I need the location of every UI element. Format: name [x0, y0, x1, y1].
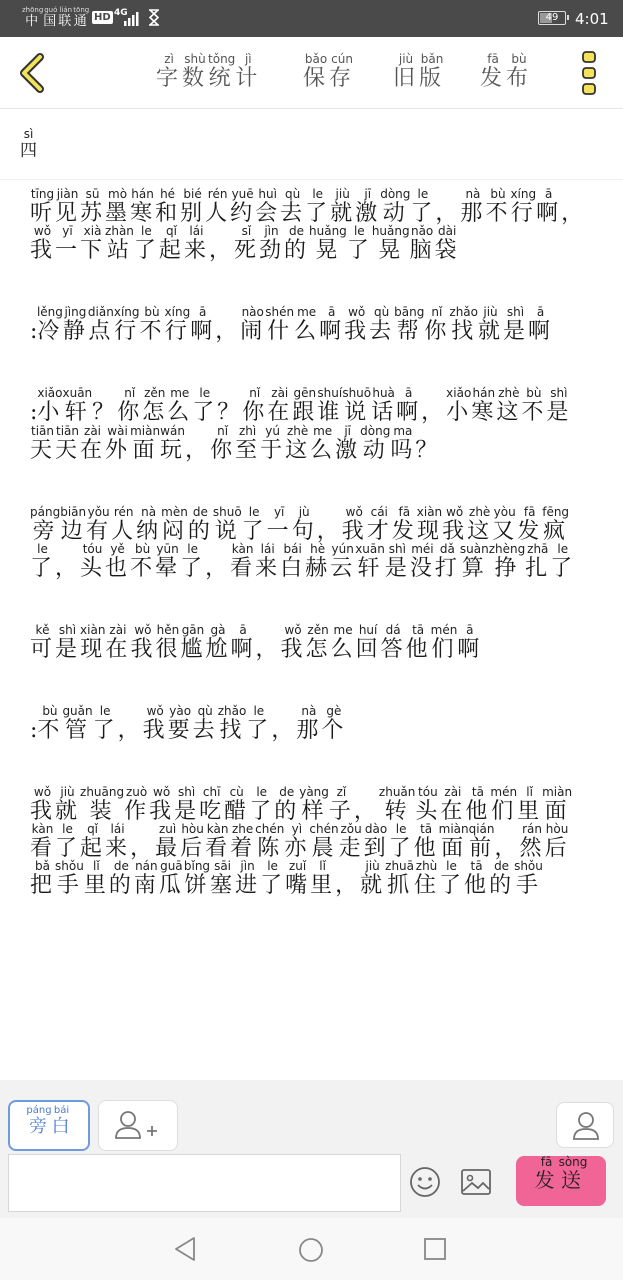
- story-char: 晃huǎng: [371, 224, 410, 263]
- message-composer: [0, 1080, 623, 1218]
- story-char: 来lái: [105, 822, 131, 861]
- dialogue-marker: :: [30, 319, 38, 344]
- story-char: 袋dài: [434, 224, 460, 263]
- story-char: 了le: [439, 859, 465, 898]
- story-paragraph[interactable]: [30, 705, 590, 749]
- story-char: 头tóu: [80, 542, 106, 581]
- story-char: 那nà: [296, 704, 322, 743]
- story-char: 我wǒ: [149, 785, 175, 824]
- nav-back-icon[interactable]: [172, 1236, 200, 1262]
- system-nav-bar: [0, 1218, 623, 1280]
- nav-home-icon[interactable]: [297, 1236, 325, 1264]
- story-char: 脑nǎo: [409, 224, 435, 263]
- story-char: 面miàn: [542, 785, 573, 824]
- story-char: 子zǐ: [328, 785, 354, 824]
- story-char: 答dá: [380, 623, 406, 662]
- story-char: ，: [130, 836, 156, 861]
- story-char: 的de: [187, 505, 213, 544]
- story-char: 了le: [346, 224, 372, 263]
- story-paragraph[interactable]: [30, 624, 590, 668]
- story-char: 着zhe: [230, 822, 256, 861]
- story-char: 他tā: [464, 859, 490, 898]
- story-char: 小xiǎo: [446, 386, 472, 425]
- story-char: 没méi: [409, 542, 435, 581]
- divider: [0, 179, 623, 180]
- story-char: 就jiù: [330, 187, 356, 226]
- story-char: 晃huǎng: [309, 224, 347, 263]
- story-char: 就jiù: [360, 859, 386, 898]
- story-char: 现xiàn: [416, 505, 443, 544]
- carrier-char: 通tōng: [73, 6, 90, 29]
- story-char: ，: [335, 873, 361, 898]
- story-char: 是shì: [384, 542, 410, 581]
- story-char: ，: [185, 438, 211, 463]
- story-char: 激jī: [355, 187, 381, 226]
- story-char: 的de: [284, 224, 310, 263]
- toolbar-label-char: 计jì: [235, 52, 262, 91]
- story-char: ，: [255, 637, 281, 662]
- story-char: 发fā: [517, 505, 543, 544]
- story-char: 我wǒ: [344, 305, 370, 344]
- story-char: 句jù: [291, 505, 317, 544]
- story-char: 我wǒ: [442, 505, 468, 544]
- narration-button[interactable]: [8, 1100, 90, 1151]
- story-char: 了le: [30, 542, 56, 581]
- story-char: 里lǐ: [83, 859, 109, 898]
- toolbar-label-char: 版bǎn: [419, 52, 446, 91]
- word-count-button[interactable]: [156, 53, 261, 92]
- story-char: 看kàn: [230, 542, 256, 581]
- story-char: 怎zěn: [142, 386, 168, 425]
- story-char: 去qù: [192, 704, 218, 743]
- story-char: 就jiù: [478, 305, 504, 344]
- story-char: 点diǎn: [87, 305, 114, 344]
- story-char: 抓zhuā: [385, 859, 415, 898]
- story-char: ，: [435, 201, 461, 226]
- story-char: 了le: [305, 187, 331, 226]
- toolbar-label-char: 旧jiù: [393, 52, 420, 91]
- story-char: 然rán: [519, 822, 545, 861]
- story-char: 们mén: [490, 785, 518, 824]
- story-char: 不bù: [485, 187, 511, 226]
- message-input[interactable]: [8, 1154, 401, 1212]
- story-char: 来lái: [255, 542, 281, 581]
- story-char: 这zhè: [285, 424, 311, 463]
- story-char: ？: [92, 400, 118, 425]
- story-paragraph[interactable]: [30, 387, 590, 469]
- story-char: 我wǒ: [280, 623, 306, 662]
- story-char: 最zuì: [155, 822, 181, 861]
- story-char: 怎zěn: [305, 623, 331, 662]
- story-char: 站zhàn: [105, 224, 134, 263]
- story-char: 说shuō: [342, 386, 372, 425]
- story-char: 听tīng: [30, 187, 56, 226]
- story-char: 塞sāi: [210, 859, 236, 898]
- story-char: 人rén: [205, 187, 231, 226]
- story-char: 冷lěng: [36, 305, 63, 344]
- story-char: 了le: [388, 822, 414, 861]
- story-char: 算suàn: [459, 542, 489, 581]
- story-char: 动dòng: [380, 187, 411, 226]
- hd-badge: HD: [94, 12, 111, 23]
- toolbar-label-char: 字zì: [156, 52, 183, 91]
- story-char: 行xíng: [113, 305, 140, 344]
- toolbar-label-char: 发fā: [480, 52, 507, 91]
- story-char: 谁shuí: [317, 386, 343, 425]
- story-char: ，: [55, 556, 81, 581]
- story-char: 你nǐ: [210, 424, 236, 463]
- carrier-char: 中zhōng: [22, 6, 44, 29]
- story-char: ，: [421, 400, 447, 425]
- story-char: 作zuò: [124, 785, 150, 824]
- story-char: 是shì: [503, 305, 529, 344]
- story-char: 一yī: [266, 505, 292, 544]
- story-char: 里lǐ: [310, 859, 336, 898]
- story-char: 了le: [249, 785, 275, 824]
- network-type: 4G: [114, 8, 128, 18]
- story-char: 你nǐ: [424, 305, 450, 344]
- story-char: 啊ā: [457, 623, 483, 662]
- nav-recent-icon[interactable]: [423, 1237, 447, 1261]
- story-char: 南nán: [133, 859, 159, 898]
- story-char: 住zhù: [414, 859, 440, 898]
- story-char: 扎zhā: [525, 542, 551, 581]
- story-content: [30, 188, 590, 941]
- story-char: 轩xuān: [62, 386, 93, 425]
- story-char: 有yǒu: [86, 505, 112, 544]
- toolbar-label-char: 统tǒng: [208, 52, 236, 91]
- story-char: 饼bǐng: [183, 859, 211, 898]
- narration-label-char: 白bái: [51, 1105, 72, 1137]
- story-char: 的de: [274, 785, 300, 824]
- story-char: 不bù: [521, 386, 547, 425]
- story-char: 的de: [108, 859, 134, 898]
- send-button[interactable]: [516, 1156, 606, 1206]
- story-char: 见jiàn: [55, 187, 81, 226]
- story-char: 了le: [550, 542, 576, 581]
- toolbar-label-char: 布bù: [506, 52, 533, 91]
- story-char: 在zài: [80, 424, 106, 463]
- story-char: 疯fēng: [542, 505, 570, 544]
- story-char: 闹nào: [240, 305, 266, 344]
- story-char: 纳nà: [136, 505, 162, 544]
- story-char: 啊ā: [190, 305, 216, 344]
- story-char: 他tā: [465, 785, 491, 824]
- story-char: ，: [208, 238, 234, 263]
- story-char: ，: [494, 836, 520, 861]
- story-char: 的de: [489, 859, 515, 898]
- story-char: 寒hán: [471, 386, 497, 425]
- story-char: 后hòu: [544, 822, 570, 861]
- story-char: 是shì: [55, 623, 81, 662]
- story-char: 在zài: [267, 386, 293, 425]
- story-char: 到dào: [363, 822, 389, 861]
- story-char: 进jìn: [235, 859, 261, 898]
- story-char: 可kě: [30, 623, 56, 662]
- status-bar: [0, 0, 623, 37]
- chapter-title[interactable]: [20, 128, 37, 161]
- story-char: 看kàn: [205, 822, 231, 861]
- story-char: 小xiǎo: [37, 386, 63, 425]
- story-char: 外wài: [105, 424, 131, 463]
- story-char: 是shì: [546, 386, 572, 425]
- story-char: 轩xuān: [355, 542, 385, 581]
- story-paragraph[interactable]: [30, 506, 590, 587]
- story-paragraph[interactable]: [30, 786, 590, 904]
- story-char: 晕yūn: [155, 542, 181, 581]
- story-char: 要yào: [167, 704, 193, 743]
- story-char: 亦yì: [284, 822, 310, 861]
- story-char: 云yún: [330, 542, 356, 581]
- story-char: 起qǐ: [80, 822, 106, 861]
- story-char: 吗ma: [390, 424, 416, 463]
- story-char: 面miàn: [438, 822, 469, 861]
- story-char: 了le: [192, 386, 218, 425]
- story-char: 我wǒ: [341, 505, 367, 544]
- send-label-char: 发fā: [534, 1155, 559, 1192]
- story-char: 了le: [55, 822, 81, 861]
- story-char: 啊ā: [396, 386, 422, 425]
- send-label-char: 送sòng: [558, 1155, 588, 1192]
- story-char: 打dǎ: [434, 542, 460, 581]
- story-char: 在zài: [440, 785, 466, 824]
- toolbar-label-char: 存cún: [329, 52, 356, 91]
- story-paragraph[interactable]: [30, 188, 590, 269]
- story-char: 了le: [241, 505, 267, 544]
- story-char: 手shǒu: [55, 859, 84, 898]
- story-char: 啊ā: [528, 305, 554, 344]
- battery-icon: [538, 11, 566, 25]
- story-char: 醋cù: [224, 785, 250, 824]
- person-icon: [557, 1103, 615, 1149]
- story-char: ，: [316, 519, 342, 544]
- role-button[interactable]: [556, 1102, 614, 1148]
- story-char: 一yī: [55, 224, 81, 263]
- carrier-char: 国guó: [43, 6, 59, 29]
- story-char: 死sǐ: [233, 224, 259, 263]
- story-char: 不bù: [130, 542, 156, 581]
- story-char: 转zhuǎn: [378, 785, 416, 824]
- story-char: 跟gēn: [292, 386, 318, 425]
- story-char: 么me: [330, 623, 356, 662]
- story-char: 会huì: [255, 187, 281, 226]
- story-char: 我wǒ: [130, 623, 156, 662]
- story-char: 别bié: [180, 187, 206, 226]
- story-char: 苏sū: [80, 187, 106, 226]
- story-char: 行xíng: [510, 187, 537, 226]
- dialogue-marker: :: [30, 718, 38, 743]
- story-char: 起qǐ: [158, 224, 184, 263]
- story-char: 现xiàn: [80, 623, 106, 662]
- story-char: 前qián: [468, 822, 495, 861]
- publish-button[interactable]: [480, 53, 532, 92]
- story-char: 啊ā: [319, 305, 345, 344]
- story-char: 样yàng: [299, 785, 329, 824]
- story-char: 才cái: [366, 505, 392, 544]
- story-char: 嘴zuǐ: [285, 859, 311, 898]
- story-char: 人rén: [111, 505, 137, 544]
- story-char: ？: [217, 400, 243, 425]
- story-char: 就jiù: [55, 785, 81, 824]
- story-char: 我wǒ: [30, 785, 56, 824]
- story-char: 那nà: [460, 187, 486, 226]
- story-char: 边biān: [60, 505, 87, 544]
- add-role-button[interactable]: [98, 1100, 178, 1151]
- story-char: 我wǒ: [142, 704, 168, 743]
- story-char: 又yòu: [492, 505, 518, 544]
- story-char: 啊ā: [230, 623, 256, 662]
- story-char: 话huà: [371, 386, 397, 425]
- toolbar-label-char: 数shù: [182, 52, 209, 91]
- story-char: ，: [117, 718, 143, 743]
- story-char: 头tóu: [415, 785, 441, 824]
- story-char: 很hěn: [155, 623, 181, 662]
- story-char: 他tā: [413, 822, 439, 861]
- story-char: 了le: [246, 704, 272, 743]
- story-char: 尴gān: [180, 623, 206, 662]
- smiley-icon[interactable]: [409, 1166, 441, 1198]
- story-char: 找zhǎo: [449, 305, 478, 344]
- story-char: 也yě: [105, 542, 131, 581]
- story-char: 了le: [133, 224, 159, 263]
- story-char: 至zhì: [235, 424, 261, 463]
- story-char: 我wǒ: [30, 224, 56, 263]
- story-char: 晨chén: [309, 822, 339, 861]
- story-char: 于yú: [260, 424, 286, 463]
- story-char: 装zhuāng: [80, 785, 125, 824]
- carrier-char: 联lián: [58, 6, 74, 29]
- story-char: 下xià: [80, 224, 106, 263]
- story-char: 了le: [410, 187, 436, 226]
- story-char: 们mén: [430, 623, 458, 662]
- story-char: 和hé: [155, 187, 181, 226]
- story-paragraph[interactable]: [30, 306, 590, 350]
- story-char: 手shǒu: [514, 859, 543, 898]
- story-char: 闷mèn: [161, 505, 188, 544]
- story-char: 这zhè: [496, 386, 522, 425]
- story-char: ，: [215, 319, 241, 344]
- story-char: ，: [561, 201, 587, 226]
- story-char: 天tiān: [55, 424, 81, 463]
- image-icon[interactable]: [460, 1168, 492, 1196]
- story-char: 不bù: [139, 305, 165, 344]
- story-char: 这zhè: [467, 505, 493, 544]
- story-char: 么me: [310, 424, 336, 463]
- story-char: 挣zhèng: [488, 542, 526, 581]
- save-button[interactable]: [303, 53, 355, 92]
- story-char: 是shì: [174, 785, 200, 824]
- story-char: 去qù: [369, 305, 395, 344]
- dialogue-marker: :: [30, 400, 38, 425]
- story-char: 动dòng: [360, 424, 391, 463]
- story-char: 面miàn: [130, 424, 161, 463]
- story-char: 里lǐ: [517, 785, 543, 824]
- story-char: 激jī: [335, 424, 361, 463]
- old-version-button[interactable]: [393, 53, 445, 92]
- chapter-title-text: 四sì: [20, 127, 37, 161]
- narration-label-char: 旁páng: [26, 1105, 52, 1137]
- story-char: 不bù: [37, 704, 63, 743]
- story-char: 天tiān: [30, 424, 56, 463]
- story-char: 在zài: [105, 623, 131, 662]
- story-char: 他tā: [405, 623, 431, 662]
- story-char: 赫hè: [305, 542, 331, 581]
- story-char: 帮bāng: [394, 305, 425, 344]
- story-char: 你nǐ: [117, 386, 143, 425]
- toolbar-label-char: 保bǎo: [303, 52, 330, 91]
- story-char: 啊ā: [536, 187, 562, 226]
- story-char: 来lái: [183, 224, 209, 263]
- story-char: 说shuō: [212, 505, 242, 544]
- story-char: 什shén: [265, 305, 295, 344]
- story-char: 瓜guā: [158, 859, 184, 898]
- story-char: 陈chén: [255, 822, 285, 861]
- story-char: 静jìng: [62, 305, 88, 344]
- story-char: 么me: [167, 386, 193, 425]
- story-char: 你nǐ: [242, 386, 268, 425]
- clock: 4:01: [575, 10, 609, 28]
- story-char: 找zhǎo: [217, 704, 247, 743]
- chevron-left-icon[interactable]: [12, 51, 52, 95]
- story-char: ，: [205, 556, 231, 581]
- story-char: 玩wán: [160, 424, 186, 463]
- story-char: 尬gà: [205, 623, 231, 662]
- story-char: 了le: [92, 704, 118, 743]
- story-char: 寒hán: [130, 187, 156, 226]
- signal-icon: [124, 10, 142, 26]
- editor-toolbar: [0, 37, 623, 109]
- story-char: 看kàn: [30, 822, 56, 861]
- story-char: 后hòu: [180, 822, 206, 861]
- story-char: 旁páng: [30, 505, 61, 544]
- story-char: ，: [353, 799, 379, 824]
- hourglass-icon: [148, 9, 160, 26]
- story-char: 墨mò: [105, 187, 131, 226]
- story-char: 吃chī: [199, 785, 225, 824]
- story-char: 白bái: [280, 542, 306, 581]
- story-char: 么me: [294, 305, 320, 344]
- story-char: 劲jìn: [258, 224, 284, 263]
- story-char: 去qù: [280, 187, 306, 226]
- story-char: 了le: [260, 859, 286, 898]
- story-char: 回huí: [355, 623, 381, 662]
- story-char: 发fā: [391, 505, 417, 544]
- add-person-icon: [99, 1101, 179, 1152]
- story-char: 个gè: [321, 704, 347, 743]
- story-char: 约yuē: [230, 187, 256, 226]
- story-char: ？: [415, 438, 441, 463]
- story-char: 把bǎ: [30, 859, 56, 898]
- story-char: 走zǒu: [338, 822, 364, 861]
- carrier-name: [22, 6, 89, 29]
- more-dots-icon[interactable]: [580, 49, 600, 97]
- story-char: ，: [271, 718, 297, 743]
- story-char: 管guǎn: [62, 704, 93, 743]
- story-char: 了le: [180, 542, 206, 581]
- story-char: 行xíng: [164, 305, 191, 344]
- battery-level: 49: [545, 12, 559, 23]
